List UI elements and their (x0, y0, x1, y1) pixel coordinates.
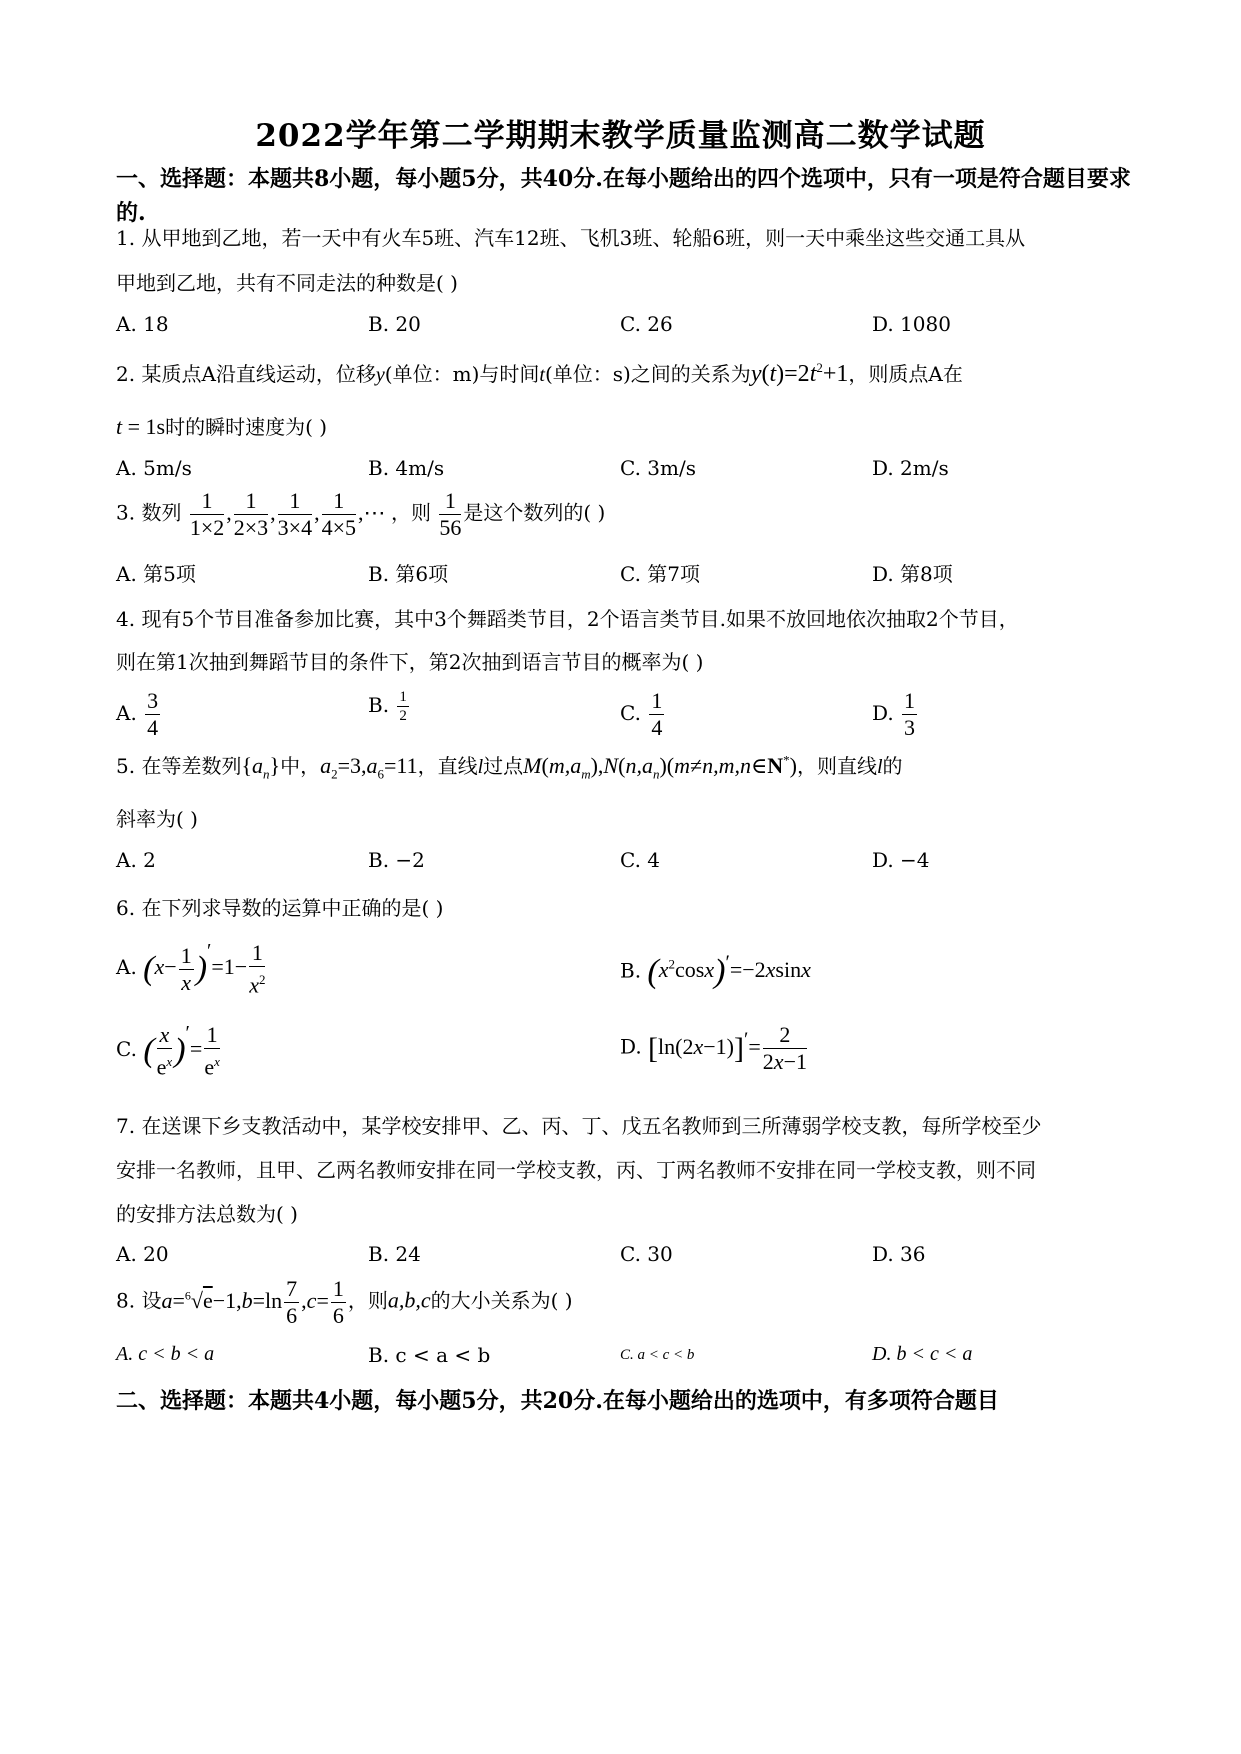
q8-options (116, 1343, 1136, 1373)
q6-options-row-2 (116, 1020, 1136, 1100)
q1-option-c: C. 26 (620, 312, 673, 336)
q8-line-1: 8. 设a=$^6$√e−1,b=ln $\frac{7}{6}$ ,c= $\frac{1}{6}$ ，则a,b,c的大小关系为( ) (116, 1276, 573, 1328)
q4-option-a: A. $\frac{3}{4}$ (116, 688, 159, 740)
q5-option-a: A. 2 (116, 848, 156, 872)
q2-option-a: A. 5m/s (116, 456, 192, 480)
q2-line-2: t = 1s时的瞬时速度为( ) (116, 414, 328, 439)
q7-option-d: D. 36 (872, 1242, 926, 1266)
math-t: t (539, 364, 545, 386)
q8-option-a: A. c < b < a (116, 1343, 215, 1365)
q3-option-c: C. 第7项 (620, 562, 701, 586)
q1-option-d: D. 1080 (872, 312, 951, 336)
q7-text-1: 在送课下乡支教活动中，某学校安排甲、乙、丙、丁、戊五名教师到三所薄弱学校支教，每所学校至少 (141, 1114, 1042, 1138)
formula-position: $y(t)=2t^2+1$ (750, 360, 849, 387)
q4-option-d: D. $\frac{1}{3}$ (872, 688, 916, 740)
q1-line-1: 1. 从甲地到乙地，若一天中有火车5班、汽车12班、飞机3班、轮船6班，则一天中乘坐这些交通工具从 (116, 226, 1026, 250)
q6-line-1: 6. 在下列求导数的运算中正确的是( ) (116, 896, 444, 920)
q7-options (116, 1242, 1136, 1272)
q7-text-2: 安排一名教师，且甲、乙两名教师安排在同一学校支教，丙、丁两名教师不安排在同一学校支教，则不同 (116, 1158, 1036, 1182)
q3-option-a: A. 第5项 (116, 562, 196, 586)
q5-options (116, 848, 1136, 878)
q1-text-1: 从甲地到乙地，若一天中有火车5班、汽车12班、飞机3班、轮船6班，则一天中乘坐这些交通工具从 (141, 226, 1026, 250)
q6-option-d: D. [ln(2x−1)]′= $\frac{2}{2x-1}$ (620, 1022, 807, 1074)
formula-points: $M(m,a_m),N(n,a_n)(m\ne n,m,n\in N^*)$ (523, 752, 797, 782)
q7-text-3: 的安排方法总数为( ) (116, 1202, 298, 1226)
q2-options (116, 456, 1136, 486)
math-abc: a,b,c (387, 1287, 431, 1313)
q2-option-d: D. 2m/s (872, 456, 949, 480)
q4-option-c: C. $\frac{1}{4}$ (620, 688, 663, 740)
q2-line-1: 2. 某质点A沿直线运动，位移y(单位：m)与时间t(单位：s)之间的关系为$y(t)=2t^2+1$，则质点A在 (116, 360, 963, 387)
q1-option-b: B. 20 (368, 312, 421, 336)
q2-option-b: B. 4m/s (368, 456, 445, 480)
q7-option-a: A. 20 (116, 1242, 169, 1266)
q5-option-b: B. −2 (368, 848, 425, 872)
q8-option-b: B. c < a < b (368, 1343, 491, 1367)
q6-option-b: B. $(x^2\cos x)'=-2xsinx$ (620, 952, 811, 991)
math-y: y (375, 364, 385, 386)
math-l-2: l (876, 756, 883, 778)
q6-options-row-1 (116, 932, 1136, 1012)
q6-option-a: A. (x− $\frac{1}{x}$ )′=1− $\frac{1}{x^2}$ (116, 940, 266, 998)
q7-option-b: B. 24 (368, 1242, 421, 1266)
q5-option-d: D. −4 (872, 848, 930, 872)
q2-option-c: C. 3m/s (620, 456, 696, 480)
q8-option-c: C. a < c < b (620, 1347, 695, 1363)
formula-abc: a=$^6$√e−1,b=ln $\frac{7}{6}$ ,c= $\frac{1}{6}$ (161, 1276, 344, 1328)
q1-options (116, 312, 1136, 342)
formula-a2-a6: $a_2=3,a_6=11$ (320, 753, 418, 782)
q3-option-b: B. 第6项 (368, 562, 449, 586)
q1-option-a: A. 18 (116, 312, 169, 336)
formula-term: $\frac{1}{56}$ (439, 488, 462, 540)
math-l: l (477, 756, 484, 778)
q3-option-d: D. 第8项 (872, 562, 953, 586)
formula-sequence: $\frac{1}{1\times 2}$ , $\frac{1}{2\times 3}$ , $\frac{1}{3\times 4}$ , $\frac{1}{4\times 5}$ ,⋯ (189, 488, 391, 540)
q3-line-1: 3. 数列 $\frac{1}{1\times 2}$ , $\frac{1}{2\times 3}$ , $\frac{1}{3\times 4}$ , $\frac{1}{4\times 5}$ ,⋯ ，则 $\frac{1}{56}$ 是这个数列的( ) (116, 488, 606, 540)
q7-option-c: C. 30 (620, 1242, 673, 1266)
section-2-heading: 二、选择题：本题共4小题，每小题5分，共20分.在每小题给出的选项中，有多项符合题目 (116, 1388, 999, 1414)
q4-line-1: 4. 现有5个节目准备参加比赛，其中3个舞蹈类节目，2个语言类节目.如果不放回地依次抽取2个节目， (116, 607, 1019, 631)
q5-line-1: 5. 在等差数列$\{a_n\}$中，$a_2=3,a_6=11$，直线l过点$M(m,a_m),N(n,a_n)(m\ne n,m,n\in N^*)$，则直线l的 (116, 752, 903, 782)
q6-option-c: C. ( $\frac{x}{e^x}$ )′= $\frac{1}{e^x}$ (116, 1022, 220, 1080)
q5-option-c: C. 4 (620, 848, 661, 872)
q3-options (116, 558, 1136, 588)
q4-text-2: 则在第1次抽到舞蹈节目的条件下，第2次抽到语言节目的概率为( ) (116, 650, 704, 674)
page-title: 2022学年第二学期期末教学质量监测高二数学试题 (255, 118, 986, 154)
q8-option-d: D. b < c < a (872, 1343, 973, 1365)
q7-line-1: 7. 在送课下乡支教活动中，某学校安排甲、乙、丙、丁、戊五名教师到三所薄弱学校支教，每所学校至少 (116, 1114, 1042, 1138)
formula-seq-an: $\{a_n\}$ (241, 753, 281, 782)
q4-option-b: B. $\frac{1}{2}$ (368, 689, 407, 724)
q4-text-1: 现有5个节目准备参加比赛，其中3个舞蹈类节目，2个语言类节目.如果不放回地依次抽取2个节目， (141, 607, 1019, 631)
section-1-heading: 一、选择题：本题共8小题，每小题5分，共40分.在每小题给出的四个选项中，只有一项是符合题目要求的. (116, 166, 1131, 226)
q5-text-2: 斜率为( ) (116, 807, 198, 831)
q1-text-2: 甲地到乙地，共有不同走法的种数是( ) (116, 271, 458, 295)
formula-time: t = 1s (116, 414, 166, 439)
q4-options (116, 688, 1136, 740)
